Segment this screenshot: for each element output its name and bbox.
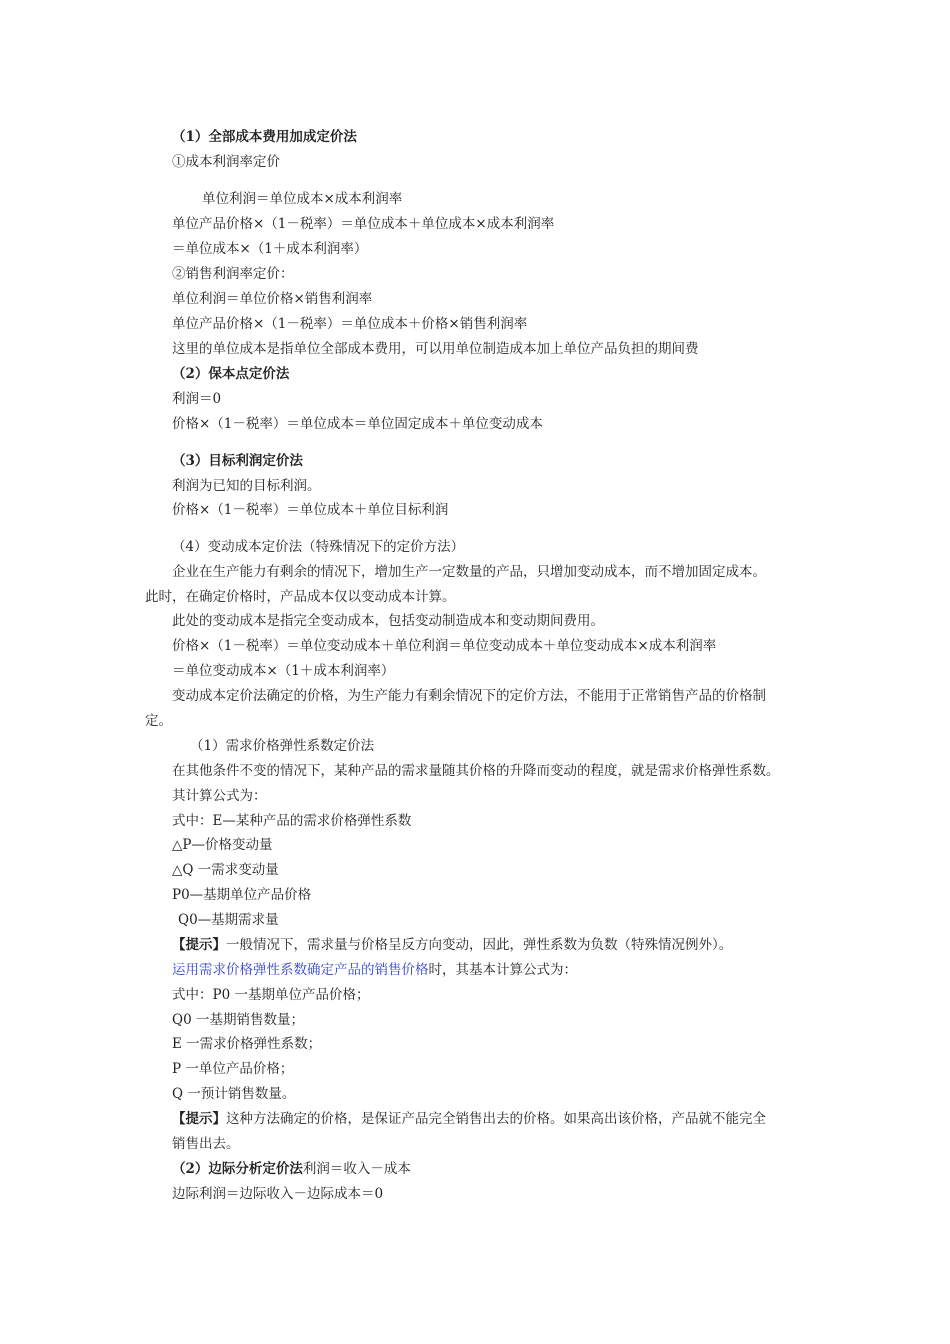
text-line	[172, 961, 577, 979]
text-line: 利润为已知的目标利润。	[172, 478, 321, 494]
heading-demand-elasticity-pricing: （1）需求价格弹性系数定价法	[190, 738, 375, 754]
subheading-cost-profit-rate: ①成本利润率定价	[172, 154, 280, 170]
paragraph-line: 此处的变动成本是指完全变动成本，包括变动制造成本和变动期间费用。	[172, 613, 604, 629]
definition-line: Q 一预计销售数量。	[172, 1086, 296, 1102]
marginal-analysis-title: （2）边际分析定价法	[172, 1161, 303, 1177]
tip-line	[172, 936, 732, 954]
definition-line: 式中：E—某种产品的需求价格弹性系数	[172, 813, 412, 829]
formula-line: 单位利润＝单位价格×销售利润率	[172, 291, 373, 307]
paragraph-line: 企业在生产能力有剩余的情况下，增加生产一定数量的产品，只增加变动成本，而不增加固定成本。	[172, 564, 766, 580]
paragraph-line: 定。	[145, 713, 172, 729]
heading-target-profit-pricing: （3）目标利润定价法	[172, 453, 303, 469]
tip-text: 一般情况下，需求量与价格呈反方向变动，因此，弹性系数为负数（特殊情况例外）。	[226, 937, 733, 953]
link-suffix: 时，其基本计算公式为：	[428, 962, 577, 978]
formula-line: ＝单位变动成本×（1＋成本利润率）	[172, 663, 395, 679]
formula-line: 价格×（1－税率）＝单位成本＝单位固定成本＋单位变动成本	[172, 416, 543, 432]
text-line: 其计算公式为：	[172, 788, 267, 804]
elasticity-pricing-link[interactable]: 运用需求价格弹性系数确定产品的销售价格	[172, 962, 429, 978]
formula-line: 价格×（1－税率）＝单位成本＋单位目标利润	[172, 502, 449, 518]
formula-line: 边际利润＝边际收入－边际成本＝0	[172, 1186, 384, 1202]
text-line: 这里的单位成本是指单位全部成本费用，可以用单位制造成本加上单位产品负担的期间费	[172, 341, 699, 357]
paragraph-line: 在其他条件不变的情况下，某种产品的需求量随其价格的升降而变动的程度，就是需求价格弹性系数。	[172, 763, 780, 779]
definition-line: P0—基期单位产品价格	[172, 887, 312, 903]
tip-label: 【提示】	[172, 1111, 226, 1127]
heading-breakeven-pricing: （2）保本点定价法	[172, 366, 290, 382]
formula-line: 单位利润＝单位成本×成本利润率	[202, 191, 403, 207]
definition-line: P 一单位产品价格；	[172, 1061, 294, 1077]
formula-line: 单位产品价格×（1－税率）＝单位成本＋价格×销售利润率	[172, 316, 528, 332]
definition-line: △Q 一需求变动量	[172, 862, 279, 878]
paragraph-line: 此时，在确定价格时，产品成本仅以变动成本计算。	[145, 589, 456, 605]
marginal-formula: 利润＝收入－成本	[302, 1161, 411, 1177]
formula-line: 价格×（1－税率）＝单位变动成本＋单位利润＝单位变动成本＋单位变动成本×成本利润率	[172, 638, 717, 654]
tip-line	[172, 1110, 766, 1128]
subheading-sales-profit-rate: ②销售利润率定价：	[172, 266, 294, 282]
definition-line: 式中：P0 一基期单位产品价格；	[172, 987, 370, 1003]
heading-marginal-analysis	[172, 1160, 411, 1178]
definition-line: E 一需求价格弹性系数；	[172, 1036, 322, 1052]
definition-line: △P—价格变动量	[172, 837, 273, 853]
tip-label: 【提示】	[172, 937, 226, 953]
tip-continuation: 销售出去。	[172, 1136, 240, 1152]
formula-line: 单位产品价格×（1－税率）＝单位成本＋单位成本×成本利润率	[172, 216, 555, 232]
heading-variable-cost-pricing: （4）变动成本定价法（特殊情况下的定价方法）	[172, 539, 465, 555]
paragraph-line: 变动成本定价法确定的价格，为生产能力有剩余情况下的定价方法，不能用于正常销售产品的价格制	[172, 688, 766, 704]
definition-line: Q0 一基期销售数量；	[172, 1012, 304, 1028]
heading-full-cost-pricing: （1）全部成本费用加成定价法	[172, 129, 357, 145]
formula-line: ＝单位成本×（1＋成本利润率）	[172, 241, 368, 257]
formula-line: 利润＝0	[172, 391, 222, 407]
tip-text: 这种方法确定的价格，是保证产品完全销售出去的价格。如果高出该价格，产品就不能完全	[226, 1111, 766, 1127]
definition-line: Q0—基期需求量	[178, 912, 279, 928]
